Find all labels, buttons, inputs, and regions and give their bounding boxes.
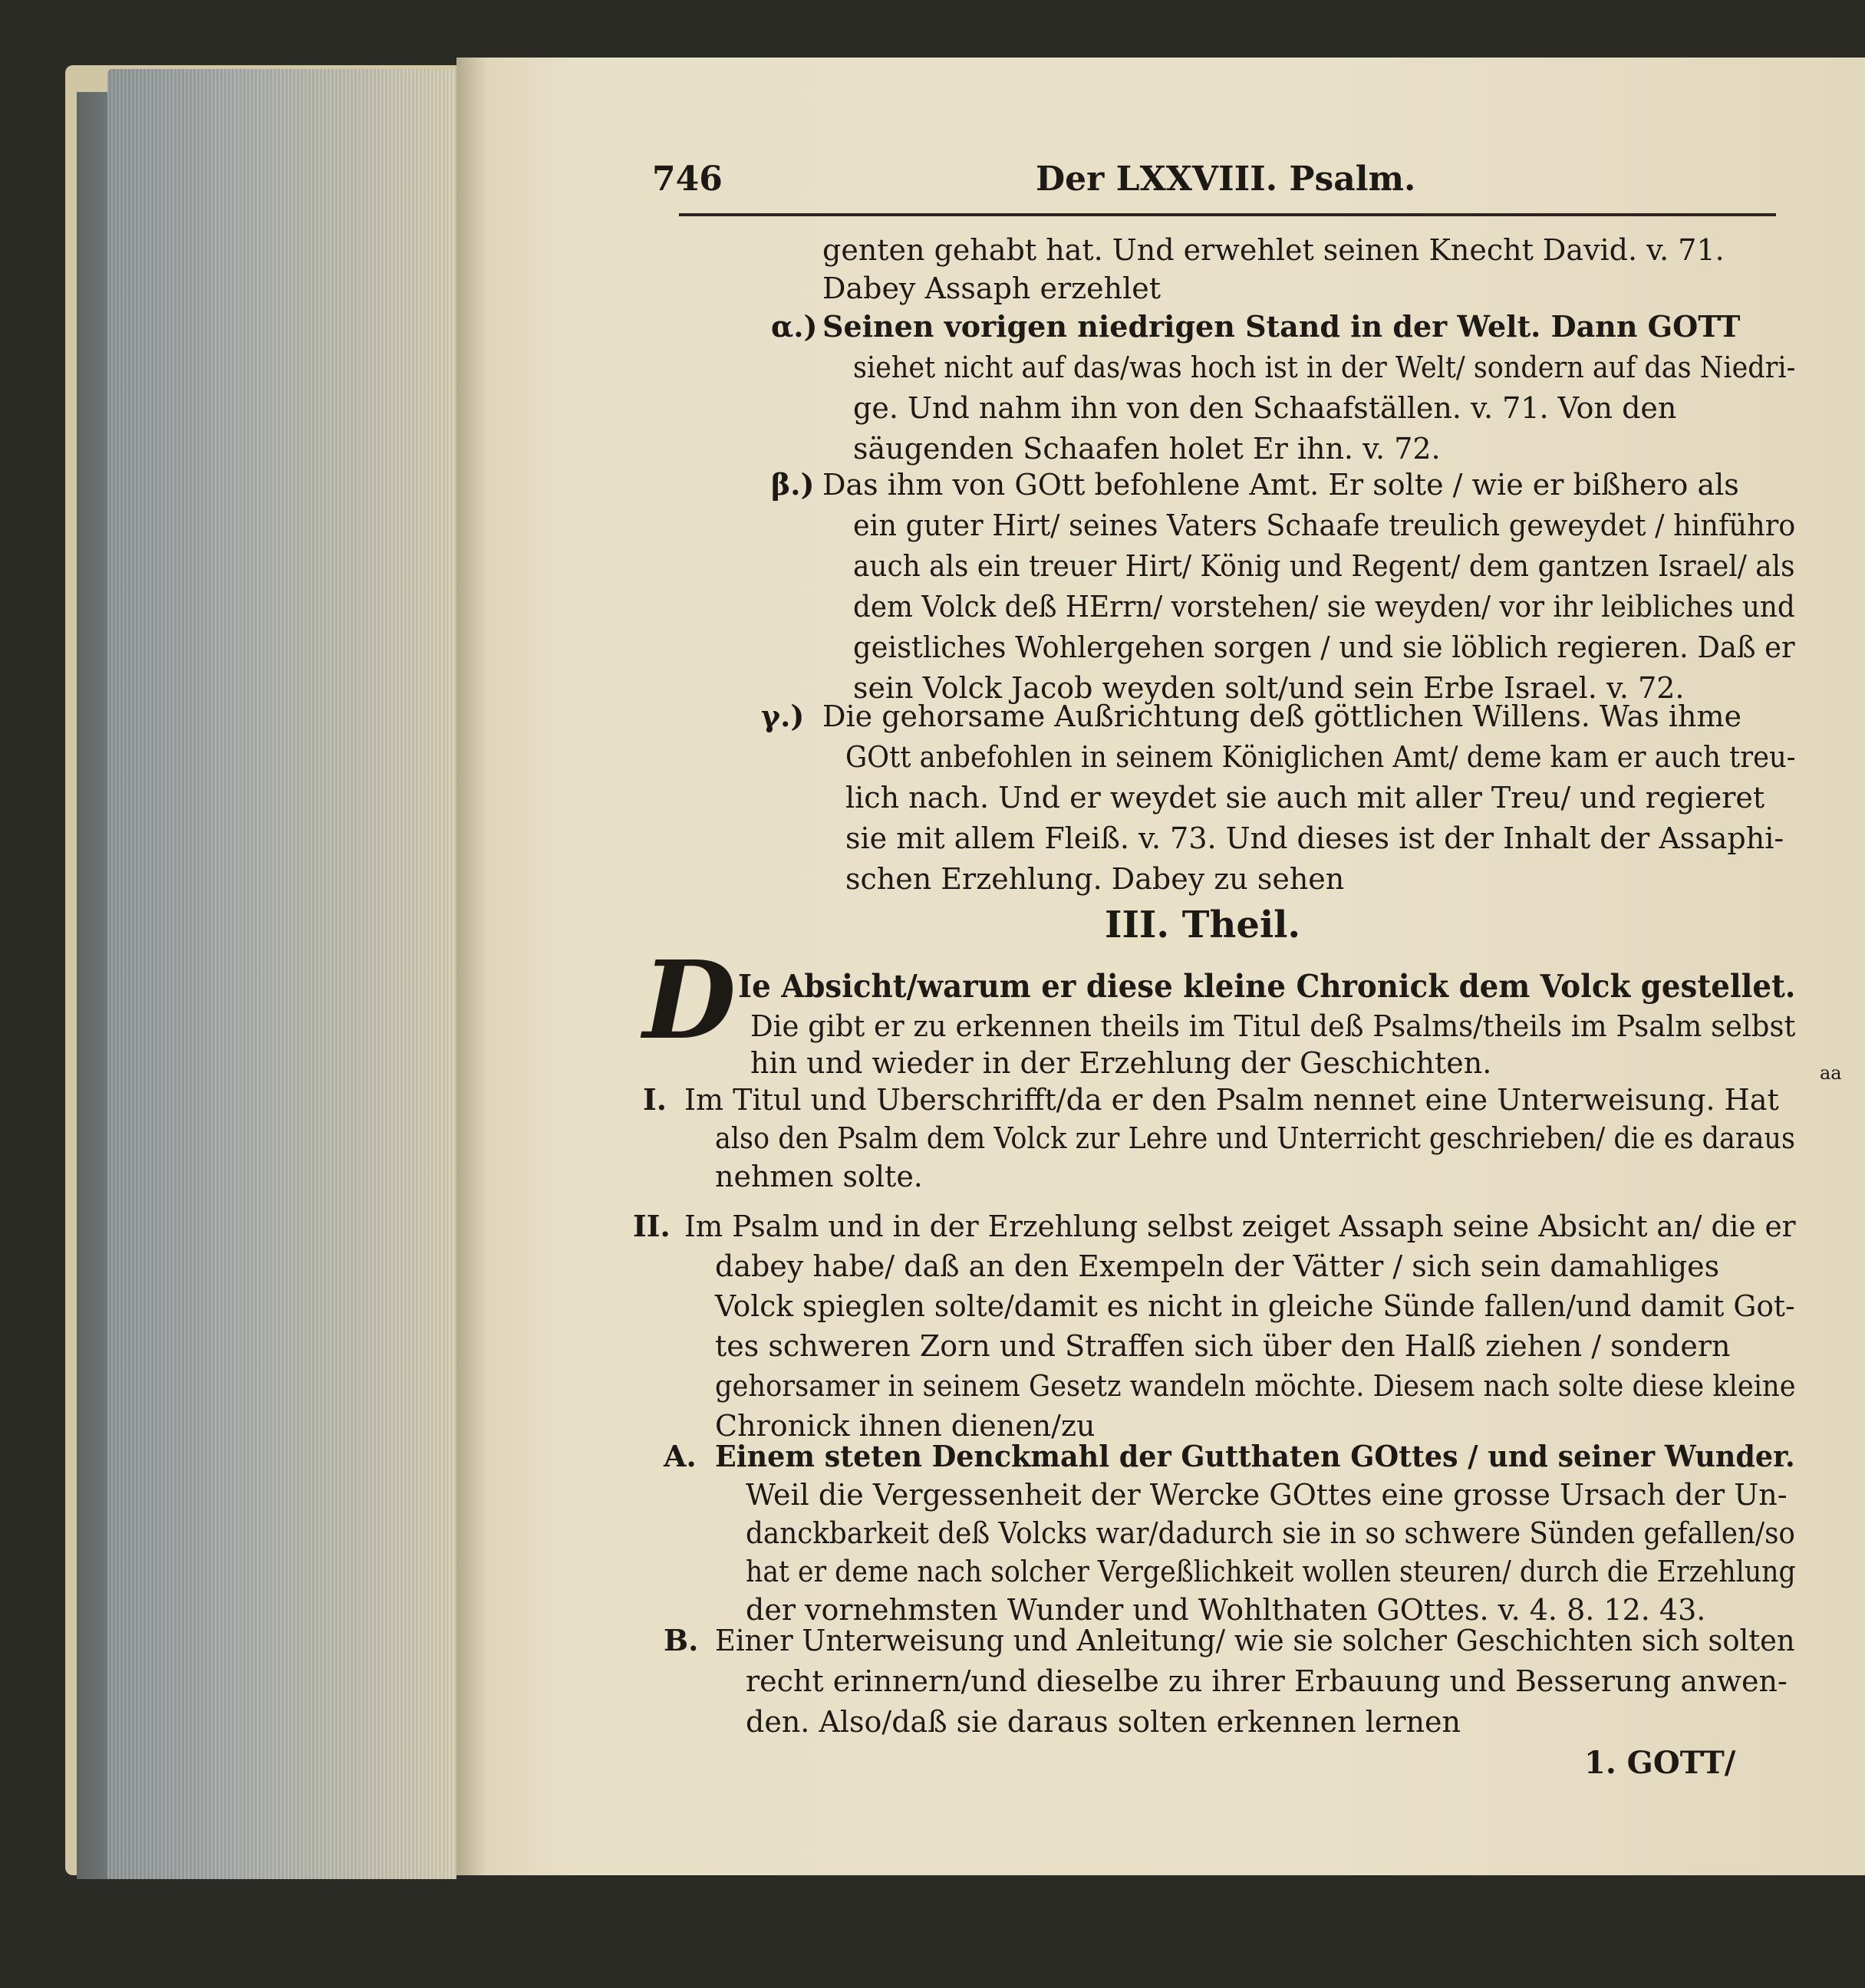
- text-line: ge. Und nahm ihn von den Schaafställen. v. 71. Von den: [853, 391, 1677, 425]
- item-marker-II: II.: [633, 1209, 671, 1243]
- text-line: säugenden Schaafen holet Er ihn. v. 72.: [853, 432, 1441, 466]
- text-line: den. Also/daß sie daraus solten erkennen lernen: [746, 1705, 1461, 1739]
- text-line: hat er deme nach solcher Vergeßlichkeit wollen steuren/ durch die Erzehlung: [746, 1555, 1796, 1588]
- text-line: Weil die Vergessenheit der Wercke GOttes eine grosse Ursach der Un-: [746, 1478, 1788, 1512]
- text-line: ein guter Hirt/ seines Vaters Schaafe treulich geweydet / hinführo: [853, 509, 1796, 542]
- section-heading: III. Theil.: [1105, 903, 1301, 946]
- text-line: Das ihm von GOtt befohlene Amt. Er solte / wie er bißhero als: [822, 468, 1739, 502]
- text-line: Die gibt er zu erkennen theils im Titul deß Psalms/theils im Psalm selbst: [750, 1009, 1796, 1043]
- text-line: GOtt anbefohlen in seinem Königlichen Amt/ deme kam er auch treu-: [845, 740, 1796, 774]
- item-marker-B: B.: [664, 1623, 699, 1657]
- text-line: sie mit allem Fleiß. v. 73. Und dieses ist der Inhalt der Assaphi-: [845, 821, 1784, 855]
- text-line: Seinen vorigen niedrigen Stand in der Welt. Dann GOTT: [822, 309, 1741, 344]
- text-line: Ie Absicht/warum er diese kleine Chronick dem Volck gestellet.: [738, 968, 1796, 1005]
- header-title: Der LXXVIII. Psalm.: [1036, 160, 1416, 199]
- text-line: lich nach. Und er weydet sie auch mit aller Treu/ und regieret: [845, 781, 1765, 815]
- page-block-edges: [107, 69, 456, 1879]
- drop-cap: D: [643, 938, 736, 1064]
- text-line: Chronick ihnen dienen/zu: [715, 1409, 1096, 1443]
- item-marker-beta: β.): [771, 467, 815, 502]
- text-line: geistliches Wohlergehen sorgen / und sie löblich regieren. Daß er: [853, 630, 1795, 664]
- text-line: danckbarkeit deß Volcks war/dadurch sie in so schwere Sünden gefallen/so: [746, 1516, 1795, 1550]
- text-line: recht erinnern/und dieselbe zu ihrer Erbauung und Besserung anwen-: [746, 1664, 1788, 1698]
- item-marker-gamma: γ.): [761, 699, 805, 733]
- header-rule: [679, 213, 1776, 216]
- text-line: Volck spieglen solte/damit es nicht in gleiche Sünde fallen/und damit Got-: [715, 1289, 1795, 1323]
- gutter-shadow: [456, 58, 487, 1875]
- item-marker-A: A.: [664, 1439, 697, 1473]
- item-marker-I: I.: [643, 1082, 667, 1117]
- text-line: auch als ein treuer Hirt/ König und Regent/ dem gantzen Israel/ als: [853, 549, 1795, 583]
- text-line: dem Volck deß HErrn/ vorstehen/ sie weyden/ vor ihr leibliches und: [853, 590, 1795, 624]
- text-line: hin und wieder in der Erzehlung der Geschichten.: [750, 1046, 1492, 1080]
- running-header: [652, 160, 1803, 206]
- text-line: der vornehmsten Wunder und Wohlthaten GOttes. v. 4. 8. 12. 43.: [746, 1593, 1706, 1627]
- text-line: dabey habe/ daß an den Exempeln der Vätter / sich sein damahliges: [715, 1249, 1720, 1283]
- text-line: Einer Unterweisung und Anleitung/ wie sie solcher Geschichten sich solten: [715, 1624, 1795, 1657]
- text-line: Die gehorsame Außrichtung deß göttlichen Willens. Was ihme: [822, 699, 1742, 733]
- text-line: Einem steten Denckmahl der Gutthaten GOttes / und seiner Wunder.: [715, 1439, 1795, 1473]
- margin-mark: aa: [1820, 1062, 1842, 1084]
- text-line: nehmen solte.: [715, 1160, 923, 1193]
- text-line: gehorsamer in seinem Gesetz wandeln möchte. Diesem nach solte diese kleine: [715, 1369, 1796, 1403]
- text-line: tes schweren Zorn und Straffen sich über den Halß ziehen / sondern: [715, 1329, 1731, 1363]
- text-line: siehet nicht auf das/was hoch ist in der Welt/ sondern auf das Niedri-: [853, 351, 1796, 384]
- text-line: Im Titul und Uberschrifft/da er den Psalm nennet eine Unterweisung. Hat: [684, 1083, 1779, 1117]
- text-line: also den Psalm dem Volck zur Lehre und Unterricht geschrieben/ die es daraus: [715, 1121, 1795, 1155]
- catchword: 1. GOTT/: [1584, 1745, 1736, 1781]
- page-number: 746: [652, 160, 723, 199]
- text-line: sein Volck Jacob weyden solt/und sein Erbe Israel. v. 72.: [853, 671, 1685, 705]
- item-marker-alpha: α.): [771, 309, 818, 344]
- text-line: Im Psalm und in der Erzehlung selbst zeiget Assaph seine Absicht an/ die er: [684, 1210, 1796, 1243]
- text-line: schen Erzehlung. Dabey zu sehen: [845, 862, 1345, 896]
- text-line: Dabey Assaph erzehlet: [822, 272, 1162, 305]
- text-line: genten gehabt hat. Und erwehlet seinen Knecht David. v. 71.: [822, 233, 1725, 267]
